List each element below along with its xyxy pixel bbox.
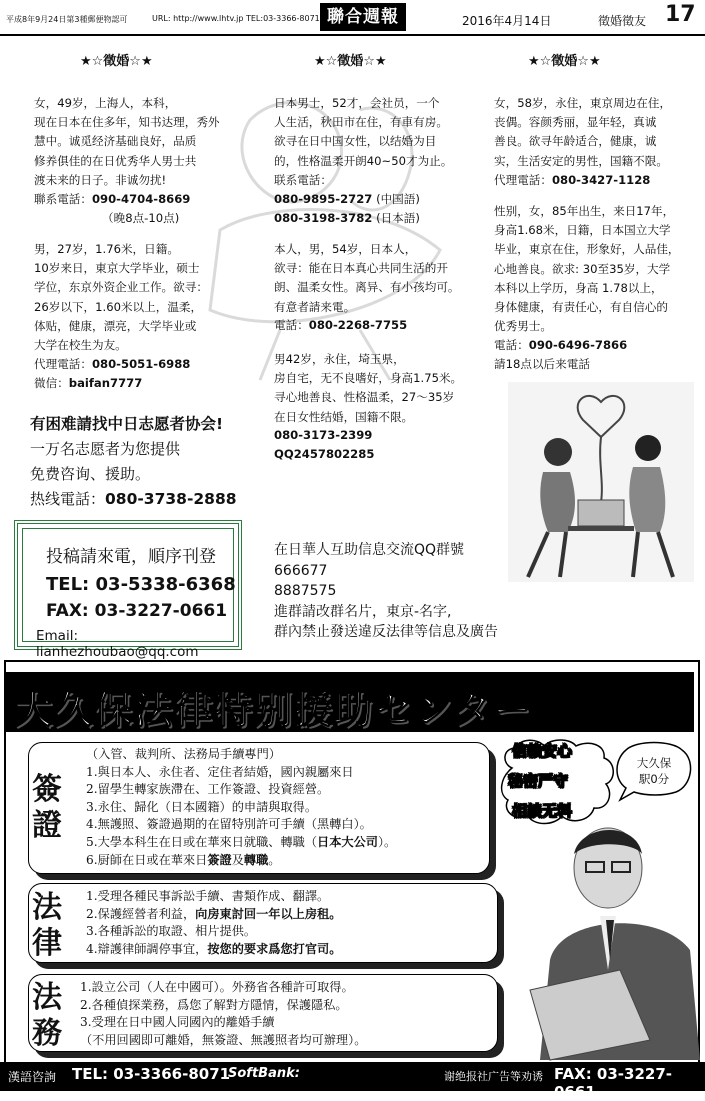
business-item: 3.受理在日中國人同國內的離婚手續 bbox=[80, 1015, 275, 1030]
law-item: 3.各種訴訟的取證、相片提供。 bbox=[86, 924, 257, 939]
newspaper-name: 聯合週報 bbox=[320, 3, 406, 31]
column2-heading: ★☆徵婚☆★ bbox=[314, 54, 387, 69]
qq-line: 在日華人互助信息交流QQ群號 bbox=[274, 542, 465, 558]
ad-contact bbox=[34, 355, 190, 374]
law-item: 4.辯護律師調停事宜， bbox=[86, 941, 208, 956]
page-footer bbox=[0, 1062, 705, 1101]
visa-item: （入管、裁判所、法務局手續專門） bbox=[86, 747, 281, 761]
contact-number: 090-4704-8669 bbox=[91, 192, 191, 206]
visa-label-text: 簽證 bbox=[32, 772, 62, 843]
contact-note: （晚8点-10点) bbox=[102, 211, 180, 225]
visa-item: 3.永住、歸化（日本國籍）的申請與取得。 bbox=[86, 799, 318, 814]
visa-item-end: ）。 bbox=[377, 834, 397, 849]
hotline-number: 080-3738-2888 bbox=[105, 490, 237, 508]
footer-softbank: SoftBank: bbox=[228, 1066, 300, 1081]
page-number: 17 bbox=[665, 2, 696, 27]
contact-number: 080-3427-1128 bbox=[551, 173, 651, 187]
ad-text: 女，49岁，上海人，本科， 现在日本在住多年，知书达理，秀外 慧中。诚觅经济基础良好，品质 修养俱佳的在日优秀华人男士共 渡未来的日子。非诚勿扰! bbox=[34, 96, 220, 187]
association-line: 免费咨询、援助。 bbox=[30, 465, 151, 483]
submission-box bbox=[14, 520, 242, 660]
contact-note: 請18点以后来電話 bbox=[494, 357, 590, 371]
law-label-text: 法律 bbox=[32, 890, 62, 961]
phone-language: (中国語) bbox=[376, 192, 420, 206]
contact-number: 080-3173-2399 bbox=[274, 428, 373, 442]
header-url: URL: http://www.lhtv.jp TEL:03-3366-8071 bbox=[152, 14, 320, 23]
ad-text: 女，58岁，永住，東京周边在住， 丧偶。容颜秀丽，显年轻，真诚 善良。欲寻年龄适合，健康，诚 实，生活安定的男性，国籍不限。 bbox=[494, 96, 672, 168]
business-item: 2.各種偵探業務，爲您了解對方隱情，保護隱私。 bbox=[80, 997, 348, 1012]
visa-label bbox=[30, 772, 64, 844]
law-item-highlight: 按您的要求爲您打官司。 bbox=[207, 941, 342, 956]
column3-heading: ★☆徵婚☆★ bbox=[528, 54, 601, 69]
contact-number: 080-3198-3782 bbox=[274, 211, 373, 225]
visa-item-highlight: 日本大公司 bbox=[317, 834, 378, 849]
visa-items bbox=[86, 746, 396, 869]
contact-number: 080-9895-2727 bbox=[274, 192, 373, 206]
email-label: Email: bbox=[36, 628, 79, 644]
submission-email bbox=[36, 628, 238, 660]
submission-fax bbox=[46, 601, 227, 621]
submission-tel bbox=[46, 574, 236, 595]
issue-date: 2016年4月14日 bbox=[462, 14, 552, 28]
slogan-trust: 信賴安心 bbox=[512, 742, 573, 760]
tel-label: TEL: bbox=[46, 574, 90, 595]
visa-item-mid: 及 bbox=[231, 852, 244, 867]
visa-item: 6.厨師在日或在華來日 bbox=[86, 852, 208, 867]
wechat-id: baifan7777 bbox=[68, 376, 143, 390]
wechat-label: 微信： bbox=[34, 376, 69, 390]
law-items bbox=[86, 888, 341, 958]
hotline-label: 热线電話： bbox=[30, 490, 106, 508]
law-item: 1.受理各種民事訴訟手續、書類作成、翻譯。 bbox=[86, 889, 330, 903]
law-label bbox=[30, 890, 64, 962]
slogan-free: 相談无料 bbox=[512, 802, 573, 820]
tel-number: 03-5338-6368 bbox=[95, 574, 236, 595]
ad-contact bbox=[274, 316, 407, 335]
qq-number: QQ2457802285 bbox=[274, 447, 375, 461]
association-title: 有困难請找中日志愿者协会! bbox=[30, 415, 224, 433]
ad-contact bbox=[494, 171, 650, 190]
ad-phone bbox=[274, 209, 420, 228]
email-address[interactable]: lianhezhoubao@qq.com bbox=[36, 644, 199, 660]
station-name: 大久保 bbox=[636, 756, 672, 770]
visa-item: 4.無護照、簽證過期的在留特別許可手續（黑轉白）。 bbox=[86, 817, 372, 832]
contact-label: 聯系電話： bbox=[34, 192, 92, 206]
ad-contact bbox=[494, 336, 627, 355]
footer-fax: FAX: 03-3227-0661 bbox=[554, 1065, 672, 1101]
volunteer-association-ad bbox=[30, 412, 237, 512]
ad-text: 男，27岁，1.76米，日籍。 10岁来日，東京大学毕业，硕士 学位，东京外资企业工作。欲寻： 26岁以下，1.60米以上，温柔， 体贴，健康，漂亮，大学毕业或 大学在校生为友。 bbox=[34, 242, 208, 353]
ad-text: 性别，女，85年出生，来日17年， 身高1.68米，日籍，日本国立大学 毕业，東京在住，形象好，人品佳， 心地善良。欲求: 30至35岁，大学 本科以上学历，身高 1.78以上， 身体健康，有责任心，有自信心的 优秀男士。 bbox=[494, 204, 680, 334]
business-label-text: 法務 bbox=[32, 980, 62, 1051]
ad-wechat bbox=[34, 374, 142, 393]
contact-label: 代理電話： bbox=[494, 173, 552, 187]
visa-item: 2.留學生轉家族滯在、工作簽證、投資經營。 bbox=[86, 782, 330, 797]
business-item: 1.設立公司（人在中國可）。外務省各種許可取得。 bbox=[80, 980, 354, 994]
visa-item-highlight: 簽證 bbox=[207, 852, 232, 867]
visa-item: 1.與日本人、永住者、定住者結婚，國內親屬來日 bbox=[86, 764, 354, 779]
contact-number: 080-5051-6988 bbox=[91, 357, 191, 371]
section-name: 徵婚徵友 bbox=[598, 14, 647, 28]
station-info bbox=[620, 755, 688, 787]
footer-label: 漢語咨詢 bbox=[8, 1070, 57, 1084]
business-item: （不用回國即可離婚，無簽證、無護照者均可辦理）。 bbox=[80, 1032, 367, 1047]
fax-number: 03-3227-0661 bbox=[94, 601, 228, 621]
contact-number: 080-2268-7755 bbox=[308, 318, 408, 332]
page-header bbox=[0, 0, 705, 36]
ad-phone bbox=[274, 190, 420, 209]
businessman-laptop-photo bbox=[530, 820, 700, 1060]
ad-contact bbox=[34, 190, 190, 209]
contact-label: 電話： bbox=[274, 318, 309, 332]
ad-text: 日本男士，52才，会社员，一个 人生活，秋田市在住，有車有房。 欲寻在日中国女性，以结婚为目 的，性格温柔开朗40~50才为止。 联系電話： bbox=[274, 96, 453, 187]
footer-notice: 谢绝报社广告等劝诱 bbox=[444, 1070, 543, 1083]
ad-text: 男42岁，永住，埼玉県， 房自宅，无不良嗜好，身高1.75米。 寻心地善良、性格温柔，27～35岁 在日女性结婚，国籍不限。 bbox=[274, 352, 463, 424]
station-distance: 駅0分 bbox=[638, 772, 670, 786]
qq-line: 8887575 bbox=[274, 583, 337, 599]
footer-tel: TEL: 03-3366-8071 bbox=[72, 1065, 231, 1083]
couple-laptop-illustration bbox=[508, 382, 694, 582]
contact-label: 代理電話： bbox=[34, 357, 92, 371]
qq-line: 666677 bbox=[274, 562, 328, 579]
qq-group-notice bbox=[274, 540, 498, 643]
visa-item: 5.大學本科生在日或在華來日就職、轉職（ bbox=[86, 834, 318, 849]
ad-text: 本人，男，54岁，日本人， 欲寻：能在日本真心共同生活的开 朗、温柔女性。离异、有小孩均可。 有意者請来電。 bbox=[274, 242, 460, 314]
contact-number: 090-6496-7866 bbox=[528, 338, 628, 352]
fax-label: FAX: bbox=[46, 601, 89, 621]
business-label bbox=[30, 980, 64, 1052]
mail-class-note: 平成8年9月24日第3種郵便物認可 bbox=[6, 15, 128, 24]
visa-item-highlight: 轉職 bbox=[243, 852, 269, 867]
qq-line: 群內禁止發送違反法律等信息及廣告 bbox=[274, 624, 498, 640]
law-item: 2.保護經營者利益， bbox=[86, 906, 196, 921]
law-item-highlight: 向房東討回一年以上房租。 bbox=[195, 906, 342, 921]
column1-heading: ★☆徵婚☆★ bbox=[80, 54, 153, 69]
legal-center-title: 大久保法律特别援助センター bbox=[14, 688, 533, 732]
contact-label: 電話： bbox=[494, 338, 529, 352]
association-line: 一万名志愿者为您提供 bbox=[30, 440, 181, 458]
business-items bbox=[80, 979, 366, 1049]
submission-title: 投稿請來電，順序刊登 bbox=[46, 547, 216, 567]
slogan-secret: 秘密严守 bbox=[508, 772, 569, 790]
phone-language: (日本語) bbox=[376, 211, 420, 225]
qq-line: 進群請改群名片，東京-名字, bbox=[274, 603, 452, 620]
visa-item-end: 。 bbox=[268, 852, 281, 867]
